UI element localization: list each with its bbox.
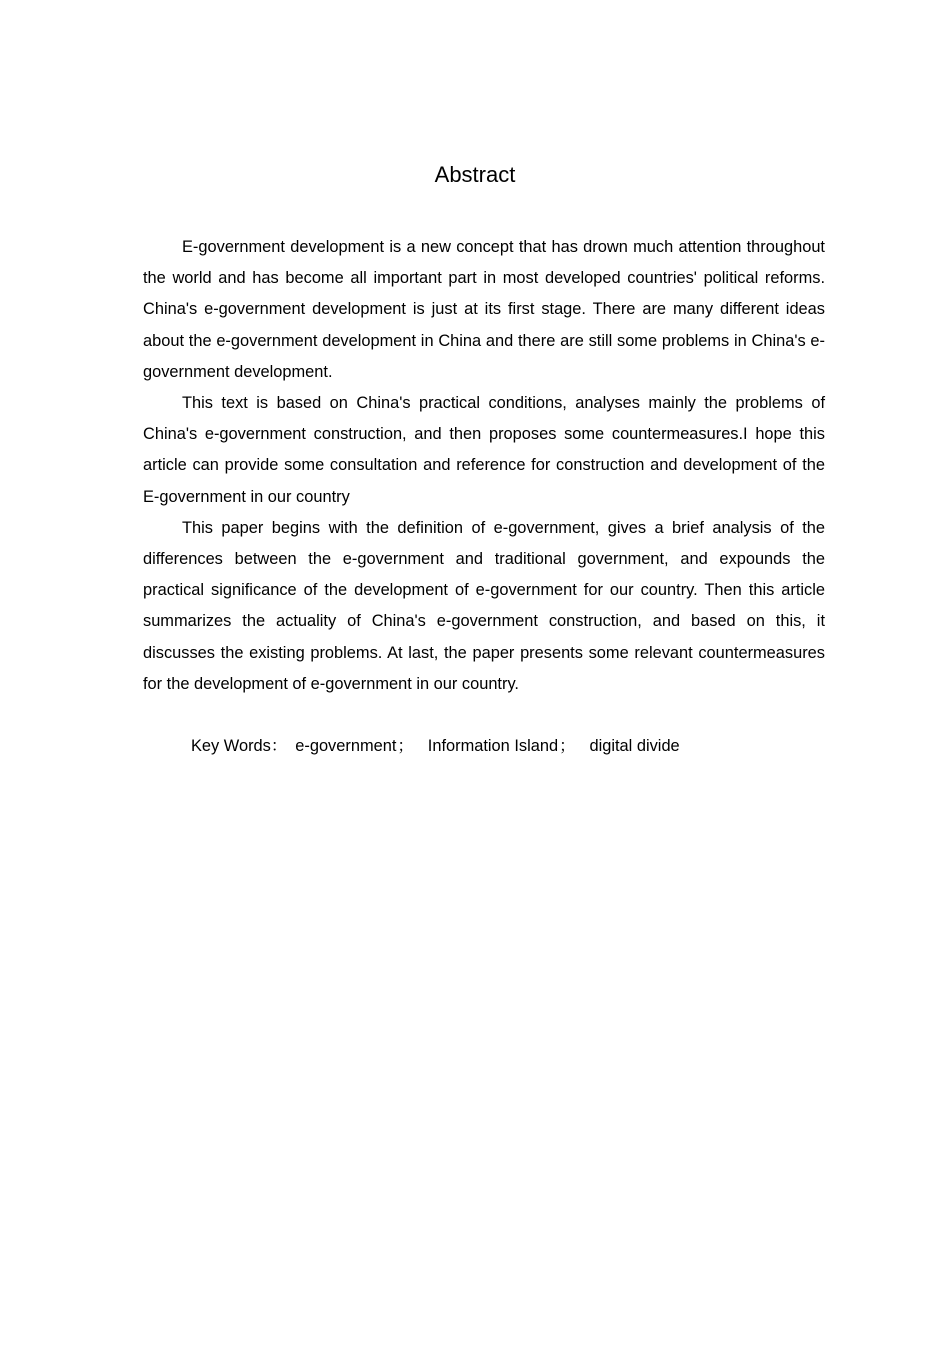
keyword-item: digital divide	[589, 737, 680, 755]
abstract-body	[143, 232, 825, 700]
keywords-line	[191, 733, 680, 759]
abstract-paragraph-1: E-government development is a new concept that has drown much attention throughout the world and has become all important part in most developed countries' political reforms. China's e-government development is just at its first stage. There are many different ideas about the e-government development in China and there are still some problems in China's e-government development.	[143, 238, 825, 381]
abstract-paragraph-2: This text is based on China's practical conditions, analyses mainly the problems of China's e-government construction, and then proposes some countermeasures.I hope this article can provide some consultation and reference for construction and development of the E-government in our country	[143, 394, 825, 506]
keyword-separator: ；	[397, 737, 414, 755]
page-title: Abstract	[434, 162, 516, 187]
keyword-item: e-government	[295, 737, 397, 755]
keyword-separator: ；	[559, 737, 576, 755]
abstract-paragraph-3: This paper begins with the definition of e-government, gives a brief analysis of the differences between the e-government and traditional government, and expounds the practical significance of the development of e-government for our country. Then this article summarizes the actuality of China's e-government construction, and based on this, it discusses the existing problems. At last, the paper presents some relevant countermeasures for the development of e-government in our country.	[143, 518, 825, 693]
keyword-item: Information Island	[427, 737, 559, 755]
keywords-label: Key Words：	[191, 737, 288, 755]
